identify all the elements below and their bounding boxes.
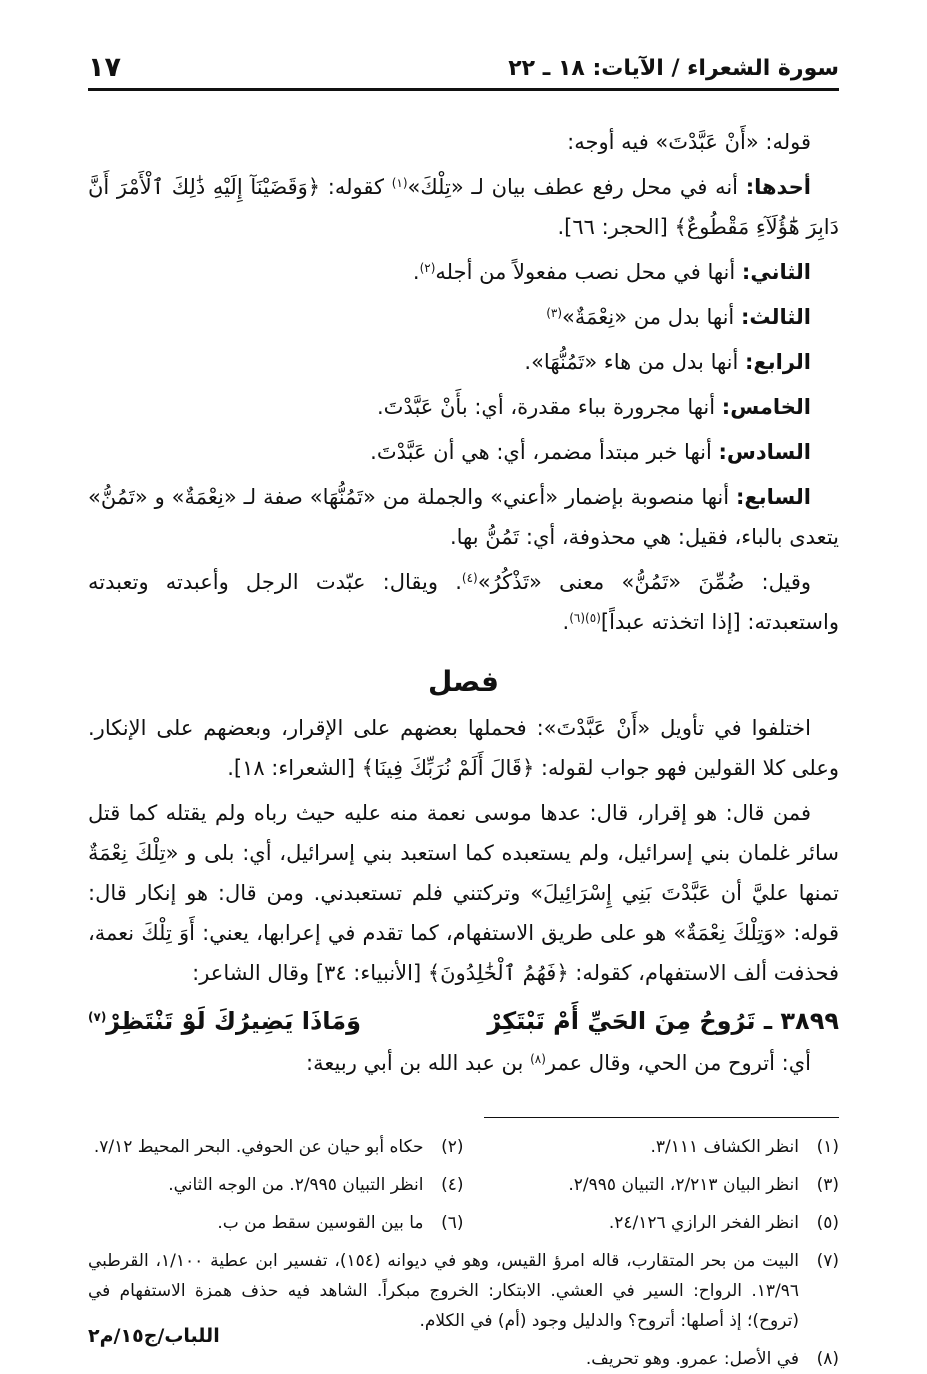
- paragraph-text: قوله: «أَنْ عَبَّدْتَ» فيه أوجه:: [567, 130, 811, 154]
- page-number: ١٧: [88, 52, 121, 83]
- footnote-ref: (٥)(٦): [569, 611, 601, 625]
- footnote-text: انظر البيان ٢/٢١٣، التبيان ٢/٩٩٥.: [568, 1175, 799, 1195]
- footnote: [88, 1208, 464, 1238]
- footnote: [88, 1246, 839, 1336]
- paragraph-text: فمن قال: هو إقرار، قال: عدها موسى نعمة منه عليه حيث رباه ولم يقتله كما قتل سائر غلمان بني إسرائيل، ولم يستعبده كما استعبد بني إسرائيل، أي: بلى و «تِلْكَ نِعْمَةٌ تمنها عليَّ أن عَبَّدْتَ بَنِي إِسْرَائِيلَ» وتركتني فلم تستعبدني. ومن قال: هو إنكار قال: قوله: «وَتِلْكَ نِعْمَةٌ» هو على طريق الاستفهام، كما تقدم في إعرابها، يعني: أَوَ تِلْكَ نعمة، فحذفت ألف الاستفهام، كقوله: ﴿فَهُمُ ٱلْخَٰلِدُونَ﴾ [الأنبياء: ٣٤] وقال الشاعر:: [88, 801, 839, 985]
- running-title: سورة الشعراء / الآيات: ١٨ ـ ٢٢: [508, 56, 839, 81]
- footnote: [464, 1208, 840, 1238]
- header-rule: [88, 88, 839, 91]
- footnote-text: انظر الفخر الرازي ٢٤/١٢٦.: [608, 1213, 799, 1233]
- main-text: [88, 122, 839, 1083]
- footnote-number: (٨): [816, 1349, 839, 1369]
- punctuation: .: [562, 610, 570, 634]
- paragraph: [88, 432, 839, 472]
- paragraph-text: وقيل: ضُمِّنَ «تَمُنُّ» معنى «تَذْكُرُ»: [477, 570, 811, 594]
- footnote-number: (٥): [816, 1213, 839, 1233]
- verse-second-hemistich: [88, 1001, 361, 1041]
- verse-first-hemistich: [487, 1001, 839, 1041]
- paragraph-text: أنها بدل من هاء «تَمُنُّهَا».: [524, 350, 739, 374]
- footnote: [88, 1170, 464, 1200]
- footnote: [464, 1170, 840, 1200]
- footnote-text: في الأصل: عمرو. وهو تحريف.: [585, 1349, 799, 1369]
- paragraph: [88, 793, 839, 993]
- paragraph-text: . ويقال: عبّدت الرجل وأعبدته وتعبدته واستعبدته: [إذا اتخذته عبداً]: [88, 570, 839, 634]
- footnote-row: [88, 1132, 839, 1162]
- footnote-text: ما بين القوسين سقط من ب.: [217, 1213, 424, 1233]
- page-header: [88, 52, 839, 92]
- section-heading: فصل: [428, 665, 499, 698]
- footnote-number: (٢): [441, 1137, 464, 1157]
- footnote: [88, 1344, 839, 1374]
- paragraph: [88, 477, 839, 557]
- paragraph-text: أنها خبر مبتدأ مضمر، أي: هي أن عَبَّدْتَ.: [370, 440, 712, 464]
- footnote-row: [88, 1170, 839, 1200]
- point-label: الرابع:: [745, 350, 811, 374]
- footnote-separator: [484, 1117, 839, 1118]
- footnote: [88, 1132, 464, 1162]
- footnote-ref: (١): [391, 176, 408, 190]
- footnote-row: [88, 1208, 839, 1238]
- footnote-ref: (٤): [461, 571, 478, 585]
- footnote-text: حكاه أبو حيان عن الحوفي. البحر المحيط ٧/١٢.: [93, 1137, 424, 1157]
- paragraph-text: بن عبد الله بن أبي ربيعة:: [306, 1051, 524, 1075]
- paragraph-text: أنها منصوبة بإضمار «أعني» والجملة من «تَمُنُّهَا» صفة لـ «نِعْمَةٌ» و «تَمُنُّ» يتعدى بالباء، فقيل: هي محذوفة، أي: تَمُنُّ بها.: [88, 485, 839, 549]
- poem-verse: [88, 1001, 839, 1041]
- footnote-ref: (٧): [88, 1010, 107, 1024]
- paragraph-text: أنها مجرورة بباء مقدرة، أي: بأَنْ عَبَّدْتَ.: [377, 395, 716, 419]
- footnote-number: (٤): [441, 1175, 464, 1195]
- paragraph: [88, 562, 839, 642]
- paragraph: [88, 167, 839, 247]
- footnote-ref: (٨): [530, 1052, 546, 1066]
- paragraph-text: أنها بدل من «نِعْمَةٌ»: [562, 305, 735, 329]
- point-label: الثاني:: [741, 260, 811, 284]
- page-signature: اللباب/ج١٥/م٢: [88, 1325, 220, 1347]
- paragraph: [88, 342, 839, 382]
- footnote-text: انظر التبيان ٢/٩٩٥. من الوجه الثاني.: [168, 1175, 424, 1195]
- paragraph: [88, 708, 839, 788]
- paragraph-text: أنها في محل نصب مفعولاً من أجله: [435, 260, 736, 284]
- footnote-text: انظر الكشاف ٣/١١١.: [650, 1137, 799, 1157]
- paragraph-text: كقوله: ﴿وَقَضَيْنَآ إِلَيْهِ ذَٰلِكَ ٱلْأَمْرَ أَنَّ دَابِرَ هَٰٓؤُلَآءِ مَقْطُوعٌ﴾ [الحجر: ٦٦].: [88, 175, 839, 239]
- footnote-ref: (٢): [419, 261, 436, 275]
- paragraph: [88, 387, 839, 427]
- punctuation: .: [412, 260, 420, 284]
- footnote-ref: (٣): [546, 306, 563, 320]
- paragraph-text: أنه في محل رفع عطف بيان لـ «تِلْكَ»: [407, 175, 739, 199]
- verse-second-text: وَمَاذَا يَضِيرُكَ لَوْ تَنْتَظِرْ: [106, 1007, 362, 1035]
- footnote-number: (١): [816, 1137, 839, 1157]
- footnote-number: (٦): [441, 1213, 464, 1233]
- footnote-number: (٧): [816, 1251, 839, 1271]
- paragraph-text: اختلفوا في تأويل «أَنْ عَبَّدْتَ»: فحملها بعضهم على الإقرار، وبعضهم على الإنكار. وعلى كلا القولين فهو جواب لقوله: ﴿قَالَ أَلَمْ نُرَبِّكَ فِينَا﴾ [الشعراء: ١٨].: [88, 716, 839, 780]
- paragraph: [88, 297, 839, 337]
- point-label: السادس:: [718, 440, 811, 464]
- paragraph-text: أي: أتروح من الحي، وقال عمر: [545, 1051, 811, 1075]
- footnote: [464, 1132, 840, 1162]
- point-label: السابع:: [736, 485, 811, 509]
- paragraph: [88, 1043, 839, 1083]
- paragraph: [88, 252, 839, 292]
- point-label: الثالث:: [740, 305, 811, 329]
- footnote-number: (٣): [816, 1175, 839, 1195]
- point-label: أحدها:: [745, 175, 812, 199]
- paragraph: [88, 122, 839, 162]
- verse-first-text: تَرُوحُ مِنَ الحَيِّ أَمْ تَبْتَكِرْ: [487, 1007, 756, 1035]
- point-label: الخامس:: [721, 395, 811, 419]
- footnote-text: البيت من بحر المتقارب، قاله امرؤ القيس، وهو في ديوانه (١٥٤)، تفسير ابن عطية ١/١٠٠، القرطبي ١٣/٩٦. الرواح: السير في العشي. الابتكار: الخروج مبكراً. الشاهد فيه حذف همزة الاستفهام في (تروح)؛ إذ أصلها: أتروح؟ والدليل وجود (أم) في الكلام.: [88, 1251, 799, 1331]
- verse-number: ٣٨٩٩ ـ: [763, 1007, 839, 1035]
